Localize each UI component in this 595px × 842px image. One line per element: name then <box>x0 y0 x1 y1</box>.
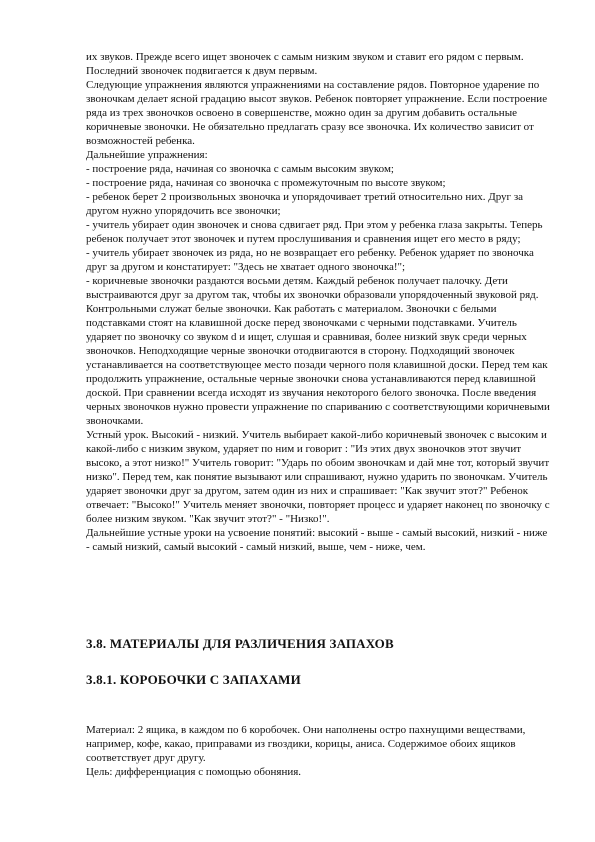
paragraph-material: Материал: 2 ящика, в каждом по 6 коробочек. Они наполнены остро пахнущими веществами, например, кофе, какао, приправами из гвоздики, корицы, аниса. Содержимое обоих ящиков соответствует друг другу. <box>86 724 526 764</box>
list-item: - построение ряда, начиная со звоночка с промежуточным по высоте звуком; <box>86 177 446 189</box>
list-item: - ребенок берет 2 произвольных звоночка и упорядочивает третий относительно них. Друг за другом нужно упорядочить все звоночки; <box>86 191 524 217</box>
paragraph-intro: их звуков. Прежде всего ищет звоночек с самым низким звуком и ставит его рядом с первым. Последний звоночек подвигается к двум первым. <box>86 51 524 77</box>
paragraph-further-heading: Дальнейшие упражнения: <box>86 149 208 161</box>
paragraph-series: Следующие упражнения являются упражнениями на составление рядов. Повторное ударение по звоночкам делает ясной градацию высот звуков. Ребенок повторяет упражнение. Если построение ряда из трех звоночков освоено в совершенстве, можно один за другим добавить остальные коричневые звоночки. Не обязательно предлагать сразу все звоночка. Их количество зависит от возможностей ребенка. <box>86 79 548 147</box>
section-heading: 3.8. МАТЕРИАЛЫ ДЛЯ РАЗЛИЧЕНИЯ ЗАПАХОВ <box>86 636 394 651</box>
list-item: - учитель убирает звоночек из ряда, но не возвращает его ребенку. Ребенок ударяет по звоночка друг за другом и констатирует: "Здесь не хватает одного звоночка!"; <box>86 247 534 273</box>
paragraph-oral-lesson: Устный урок. Высокий - низкий. Учитель выбирает какой-либо коричневый звоночек с высоким и какой-либо с низким звуком, ударяет по ним и говорит : "Из этих двух звоночков этот звучит высоко, а этот низко!" Учитель говорит: "Ударь по обоим звоночкам и дай мне тот, который звучит низко". Перед тем, как понятие вызывают или спрашивают, нужно ударить по звоночкам. Учитель ударяет звоночки друг за другом, затем один из них и спрашивает: "Как звучит этот?" Ребенок отвечает: "Высоко!" Учитель меняет звоночки, повторяет процесс и ударяет наконец по звоночку с более низким звуком. "Как звучит этот?" - "Низко!". <box>86 429 550 525</box>
body-text <box>86 50 552 554</box>
list-item: - коричневые звоночки раздаются восьми детям. Каждый ребенок получает палочку. Дети выстраиваются друг за другом так, чтобы их звоночки образовали упорядоченный звуковой ряд. Контрольными служат белые звоночки. Как работать с материалом. Звоночки с белыми подставками стоят на клавишной доске перед звоночками с черными подставками. Учитель ударяет по звоночку со звуком d и ищет, слушая и сравнивая, более низкий звук среди черных звоночков. Неподходящие черные звоночки отодвигаются в сторону. Подходящий звоночек устанавливается на соответствующее место позади черного поля клавишной доски. Перед тем как продолжить упражнение, остальные черные звоночки снова устанавливаются перед клавишной доской. При сравнении всегда исходят из звучания некоторого белого звоночка. После введения черных звоночков нужно провести упражнение по спариванию с соответствующими коричневыми звоночками. <box>86 275 550 427</box>
material-description <box>86 723 552 779</box>
list-item: - учитель убирает один звоночек и снова сдвигает ряд. При этом у ребенка глаза закрыты. Теперь ребенок получает этот звоночек и путем прослушивания и сравнения ищет его место в ряду; <box>86 219 543 245</box>
list-item: - построение ряда, начиная со звоночка с самым высоким звуком; <box>86 163 394 175</box>
paragraph-further-lessons: Дальнейшие устные уроки на усвоение понятий: высокий - выше - самый высокий, низкий - ниже - самый низкий, самый высокий - самый низкий, выше, чем - ниже, чем. <box>86 527 548 553</box>
subsection-heading: 3.8.1. КОРОБОЧКИ С ЗАПАХАМИ <box>86 672 301 687</box>
paragraph-goal: Цель: дифференциация с помощью обоняния. <box>86 766 302 778</box>
